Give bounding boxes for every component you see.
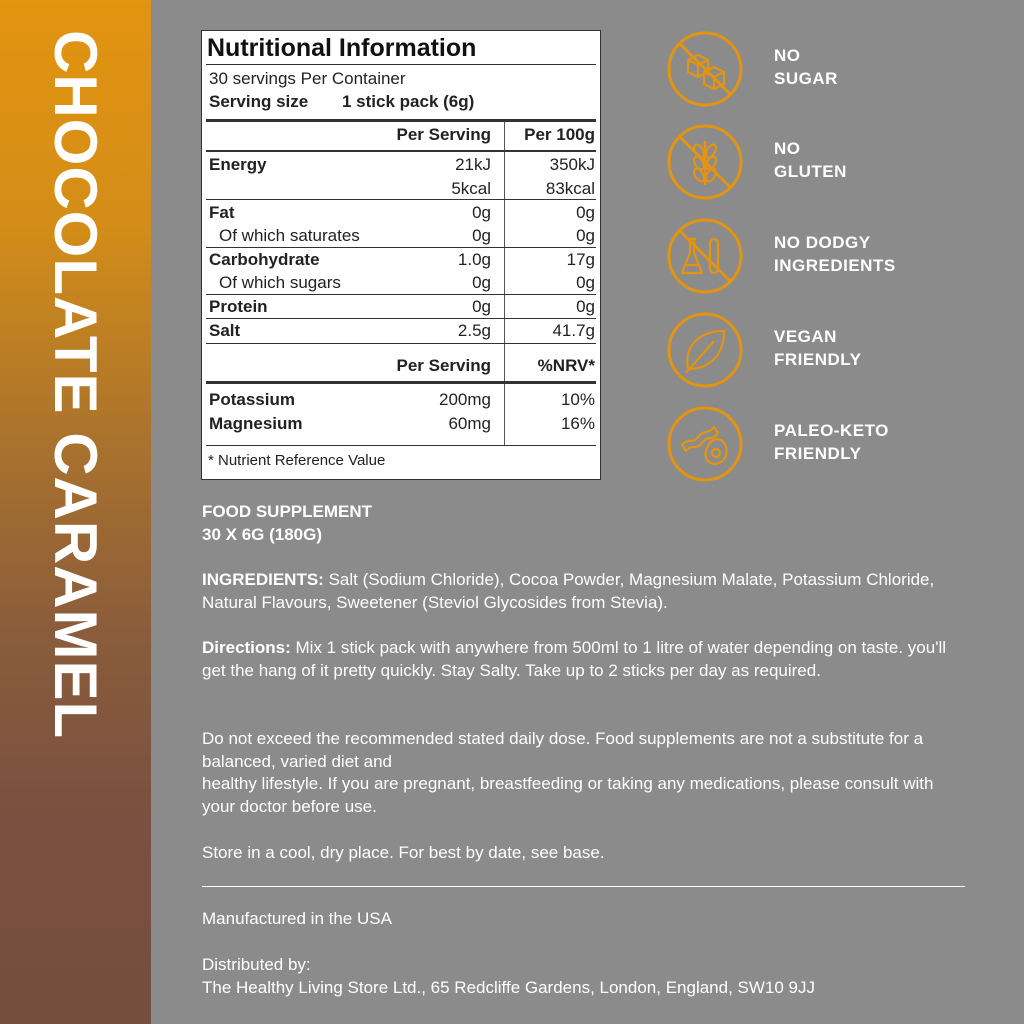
nrv-footnote: * Nutrient Reference Value xyxy=(208,452,386,469)
energy-kj-100g: 350kJ xyxy=(549,155,595,174)
header2-per-serving: Per Serving xyxy=(396,356,491,375)
divider xyxy=(206,64,596,65)
manufactured-text: Manufactured in the USA xyxy=(202,909,392,928)
wheat-crossed-icon xyxy=(666,123,744,201)
warning-line1: Do not exceed the recommended stated daily dose. Food supplements are not a substitute for a balanced, varied diet and xyxy=(202,729,924,771)
column-separator xyxy=(504,384,505,446)
bacon-avocado-icon xyxy=(666,405,744,483)
serving-size-label: Serving size xyxy=(209,92,309,111)
divider xyxy=(206,318,596,319)
serving-size-value: 1 stick pack (6g) xyxy=(342,92,475,111)
ingredients-label: INGREDIENTS: xyxy=(202,570,324,589)
energy-kcal-100g: 83kcal xyxy=(545,179,595,198)
magnesium-serving: 60mg xyxy=(448,414,491,433)
directions-text: Mix 1 stick pack with anywhere from 500ml to 1 litre of water depending on taste. you'll get the hang of it pretty quickly. Stay Salty. Take up to 2 sticks per day as required. xyxy=(202,638,947,680)
sugars-100g: 0g xyxy=(576,273,595,292)
side-color-band xyxy=(0,0,151,1024)
distributed-address: The Healthy Living Store Ltd., 65 Redcliffe Gardens, London, England, SW10 9JJ xyxy=(202,977,815,997)
badge-line1: NO xyxy=(774,139,801,158)
divider xyxy=(206,294,596,295)
fat-serving: 0g xyxy=(472,203,491,222)
badge-line1: PALEO-KETO xyxy=(774,421,889,440)
protein-100g: 0g xyxy=(576,297,595,316)
badge-line1: NO xyxy=(774,46,801,65)
distributor-info xyxy=(202,954,815,999)
badge-line2: SUGAR xyxy=(774,69,838,88)
fat-label: Fat xyxy=(209,203,235,222)
divider xyxy=(206,445,596,446)
column-separator xyxy=(504,354,505,382)
magnesium-nrv: 16% xyxy=(560,414,595,433)
divider xyxy=(206,343,596,344)
sugars-label: Of which sugars xyxy=(219,273,341,292)
salt-serving: 2.5g xyxy=(457,321,491,340)
carbohydrate-100g: 17g xyxy=(566,250,595,269)
supplement-quantity: 30 X 6G (180G) xyxy=(202,524,323,544)
warning-paragraph xyxy=(202,728,967,818)
saturates-100g: 0g xyxy=(576,226,595,245)
badge-line1: NO DODGY xyxy=(774,233,871,252)
saturates-label: Of which saturates xyxy=(219,226,360,245)
thick-divider xyxy=(206,150,596,152)
supplement-type: FOOD SUPPLEMENT xyxy=(202,502,373,521)
potassium-label: Potassium xyxy=(209,390,295,409)
divider xyxy=(206,247,596,248)
badge-line1: VEGAN xyxy=(774,327,837,346)
energy-label: Energy xyxy=(209,155,267,174)
protein-label: Protein xyxy=(209,297,268,316)
thick-divider xyxy=(206,381,596,384)
column-separator xyxy=(504,122,505,354)
ingredients-paragraph xyxy=(202,569,967,614)
badge-line2: INGREDIENTS xyxy=(774,256,896,275)
potassium-serving: 200mg xyxy=(439,390,491,409)
storage-text: Store in a cool, dry place. For best by date, see base. xyxy=(202,843,605,862)
supplement-info xyxy=(202,501,372,546)
header-per-serving: Per Serving xyxy=(396,125,491,144)
potassium-nrv: 10% xyxy=(560,390,595,409)
sugar-cubes-crossed-icon xyxy=(666,30,744,108)
energy-kj-serving: 21kJ xyxy=(455,155,491,174)
distributed-label: Distributed by: xyxy=(202,955,311,974)
energy-kcal-serving: 5kcal xyxy=(451,179,491,198)
thick-divider xyxy=(206,119,596,122)
ingredients-text: Salt (Sodium Chloride), Cocoa Powder, Magnesium Malate, Potassium Chloride, Natural Flavours, Sweetener (Steviol Glycosides from Stevia). xyxy=(202,570,935,612)
badge-line2: FRIENDLY xyxy=(774,350,862,369)
magnesium-label: Magnesium xyxy=(209,414,303,433)
directions-paragraph xyxy=(202,637,967,682)
directions-label: Directions: xyxy=(202,638,291,657)
salt-100g: 41.7g xyxy=(552,321,595,340)
saturates-serving: 0g xyxy=(472,226,491,245)
protein-serving: 0g xyxy=(472,297,491,316)
lab-flask-crossed-icon xyxy=(666,217,744,295)
servings-per-container: 30 servings Per Container xyxy=(209,69,406,88)
leaf-icon xyxy=(666,311,744,389)
sugars-serving: 0g xyxy=(472,273,491,292)
badge-line2: FRIENDLY xyxy=(774,444,862,463)
fat-100g: 0g xyxy=(576,203,595,222)
header2-nrv: %NRV* xyxy=(537,356,595,375)
carbohydrate-label: Carbohydrate xyxy=(209,250,320,269)
warning-line2: healthy lifestyle. If you are pregnant, breastfeeding or taking any medications, please consult with your doctor before use. xyxy=(202,774,934,816)
nutrition-title: Nutritional Information xyxy=(207,34,477,62)
header-per-100g: Per 100g xyxy=(524,125,595,144)
product-flavour-title: CHOCOLATE CARAMEL xyxy=(42,30,109,740)
section-divider xyxy=(202,886,965,887)
badge-line2: GLUTEN xyxy=(774,162,847,181)
nutrition-panel xyxy=(201,30,601,480)
carbohydrate-serving: 1.0g xyxy=(457,250,491,269)
divider xyxy=(206,199,596,200)
salt-label: Salt xyxy=(209,321,241,340)
